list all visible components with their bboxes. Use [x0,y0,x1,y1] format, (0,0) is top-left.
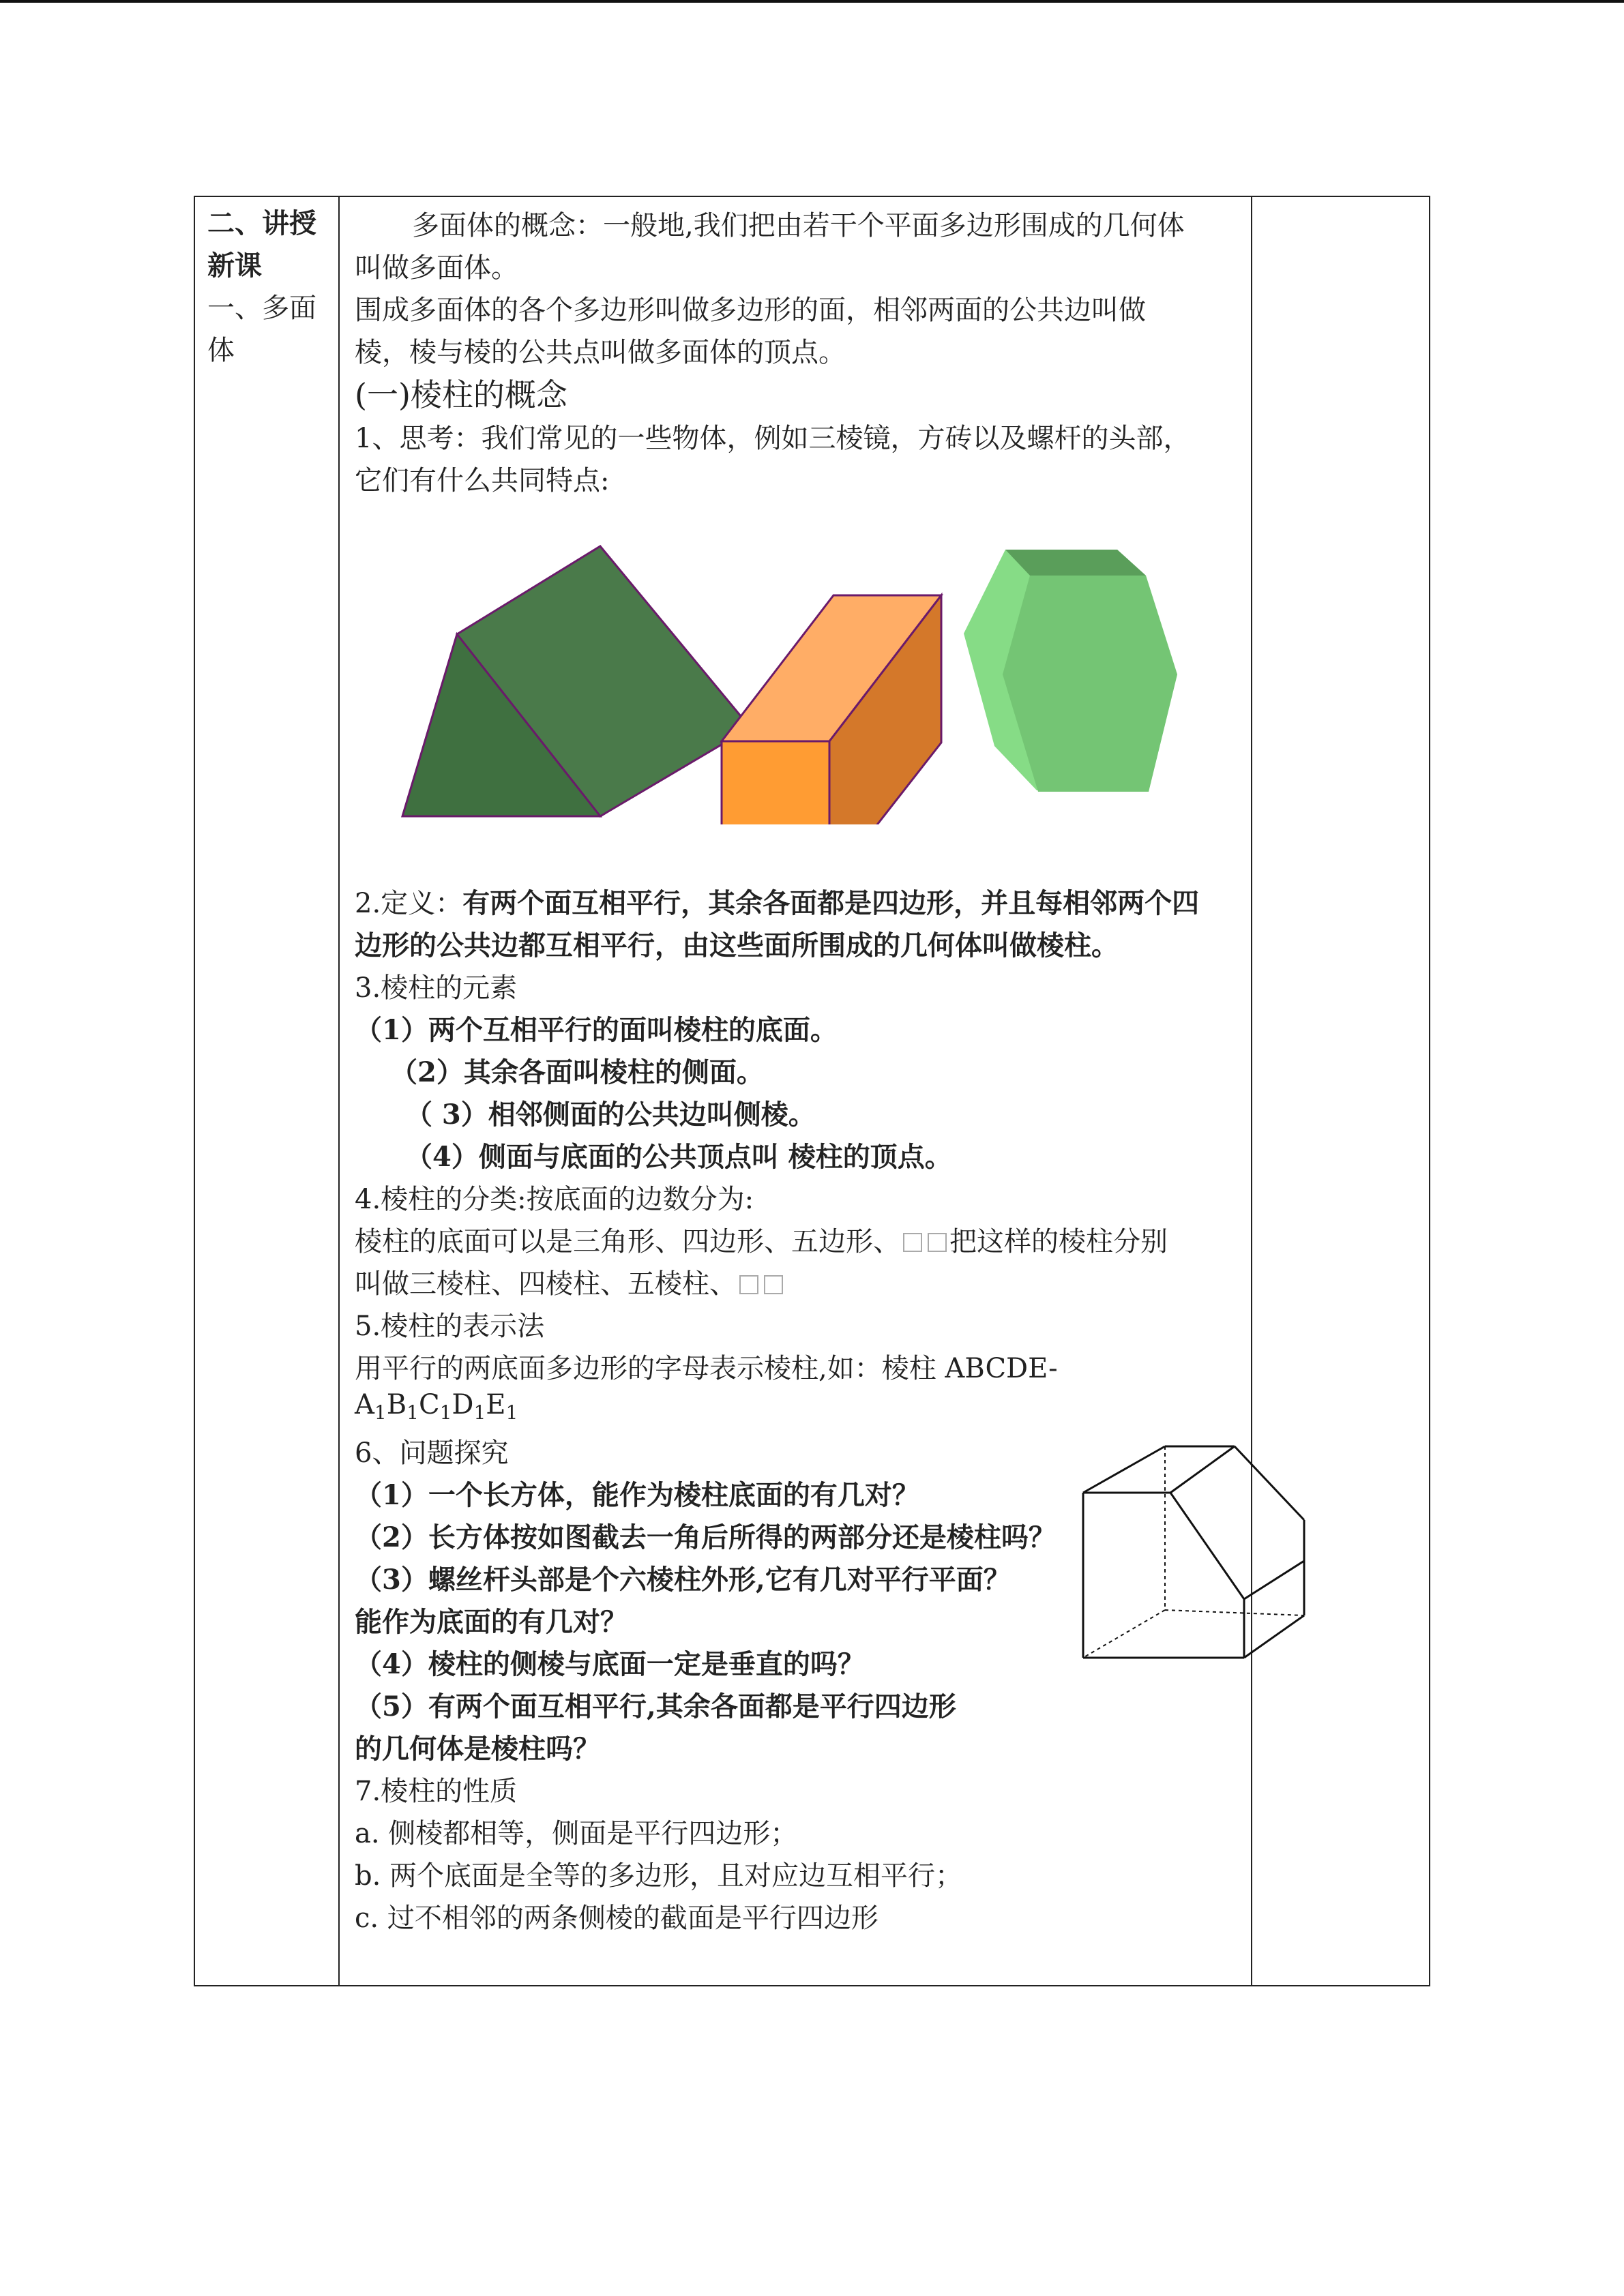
notation-line-2 [355,1389,518,1424]
property-a: a. 侧棱都相等，侧面是平行四边形； [355,1818,798,1849]
prism-elements-title: 3.棱柱的元素 [355,972,518,1004]
placeholder-box-icon [903,1233,922,1252]
hexagonal-prism-figure [964,550,1177,792]
prism-concept-heading: (一)棱柱的概念 [355,376,567,413]
explore-title: 6、问题探究 [355,1437,509,1469]
classification-line-1 [355,1220,1168,1259]
prism-element-2: （2）其余各面叫棱柱的侧面。 [390,1056,764,1088]
notation-subscript: 1 [473,1401,486,1424]
notation-letter-b: B [386,1389,407,1420]
lesson-table [194,196,1430,1986]
section-title-line-2: 新课 [207,250,262,282]
notation-subscript: 1 [439,1401,452,1424]
classification-text-2: 叫做三棱柱、四棱柱、五棱柱、 [355,1268,737,1300]
classification-text-1a: 棱柱的底面可以是三角形、四边形、五边形、 [355,1226,900,1257]
placeholder-box-icon [764,1275,783,1294]
subsection-title-line-2: 体 [207,335,235,366]
faces-definition-line-1: 围成多面体的各个多边形叫做多边形的面，相邻两面的公共边叫做 [355,295,1146,326]
definition-text-2: 边形的公共边都互相平行，由这些面所围成的几何体叫做棱柱。 [355,929,1119,961]
rectangular-prism-figure [722,595,941,824]
column-divider-2 [1251,197,1252,1985]
question-2: （2）长方体按如图截去一角后所得的两部分还是棱柱吗？ [355,1521,1056,1553]
notation-letter-c: C [418,1389,440,1420]
definition-label: 2.定义： [355,888,463,919]
prism-element-4: （4）侧面与底面的公共顶点叫 棱柱的顶点。 [405,1141,952,1173]
properties-title: 7.棱柱的性质 [355,1776,518,1807]
definition-paragraph-line-1 [355,882,1199,921]
prism-element-3: （ 3）相邻侧面的公共边叫侧棱。 [405,1099,816,1131]
notation-subscript: 1 [407,1401,419,1424]
question-1: （1）一个长方体，能作为棱柱底面的有几对？ [355,1479,919,1511]
question-3-continued: 能作为底面的有几对？ [355,1606,628,1638]
classification-line-2 [355,1262,786,1301]
property-b: b. 两个底面是全等的多边形，且对应边互相平行； [355,1860,963,1892]
triangular-prism-figure [402,546,750,816]
notation-subscript: 1 [374,1401,387,1424]
notation-line-1: 用平行的两底面多边形的字母表示棱柱,如：棱柱 ABCDE- [355,1353,1058,1384]
polyhedron-definition-line-2: 叫做多面体。 [355,252,518,284]
question-5: （5）有两个面互相平行,其余各面都是平行四边形 [355,1690,956,1723]
property-c: c. 过不相邻的两条侧棱的截面是平行四边形 [355,1903,879,1934]
cut-cuboid-wireframe-figure [1082,1445,1320,1670]
notation-letter-a: A [355,1389,374,1420]
question-3: （3）螺丝杆头部是个六棱柱外形,它有几对平行平面？ [355,1564,1011,1596]
subsection-title-line-1: 一、多面 [207,293,316,324]
prism-element-1: （1）两个互相平行的面叫棱柱的底面。 [355,1014,838,1046]
think-question-line-2: 它们有什么共同特点: [355,465,610,496]
section-title-line-1: 二、讲授 [207,207,316,239]
question-4: （4）棱柱的侧棱与底面一定是垂直的吗？ [355,1648,865,1680]
notation-title: 5.棱柱的表示法 [355,1311,545,1342]
prism-illustrations [355,511,1255,824]
column-divider-1 [338,197,340,1985]
polyhedron-definition-line-1: 多面体的概念：一般地,我们把由若干个平面多边形围成的几何体 [412,210,1185,241]
think-question-line-1: 1、思考：我们常见的一些物体，例如三棱镜，方砖以及螺杆的头部， [355,423,1191,454]
section-label-column [207,203,330,372]
placeholder-box-icon [739,1275,758,1294]
classification-title: 4.棱柱的分类:按底面的边数分为: [355,1184,754,1215]
notation-letter-e: E [486,1389,506,1420]
notation-letter-d: D [452,1389,474,1420]
page-top-border [0,0,1624,3]
faces-definition-line-2: 棱，棱与棱的公共点叫做多面体的顶点。 [355,337,846,368]
question-5-continued: 的几何体是棱柱吗？ [355,1733,600,1765]
definition-text-1: 有两个面互相平行，其余各面都是四边形，并且每相邻两个四 [462,887,1200,919]
placeholder-box-icon [928,1233,947,1252]
classification-text-1b: 把这样的棱柱分别 [949,1226,1168,1257]
notation-subscript: 1 [505,1401,518,1424]
